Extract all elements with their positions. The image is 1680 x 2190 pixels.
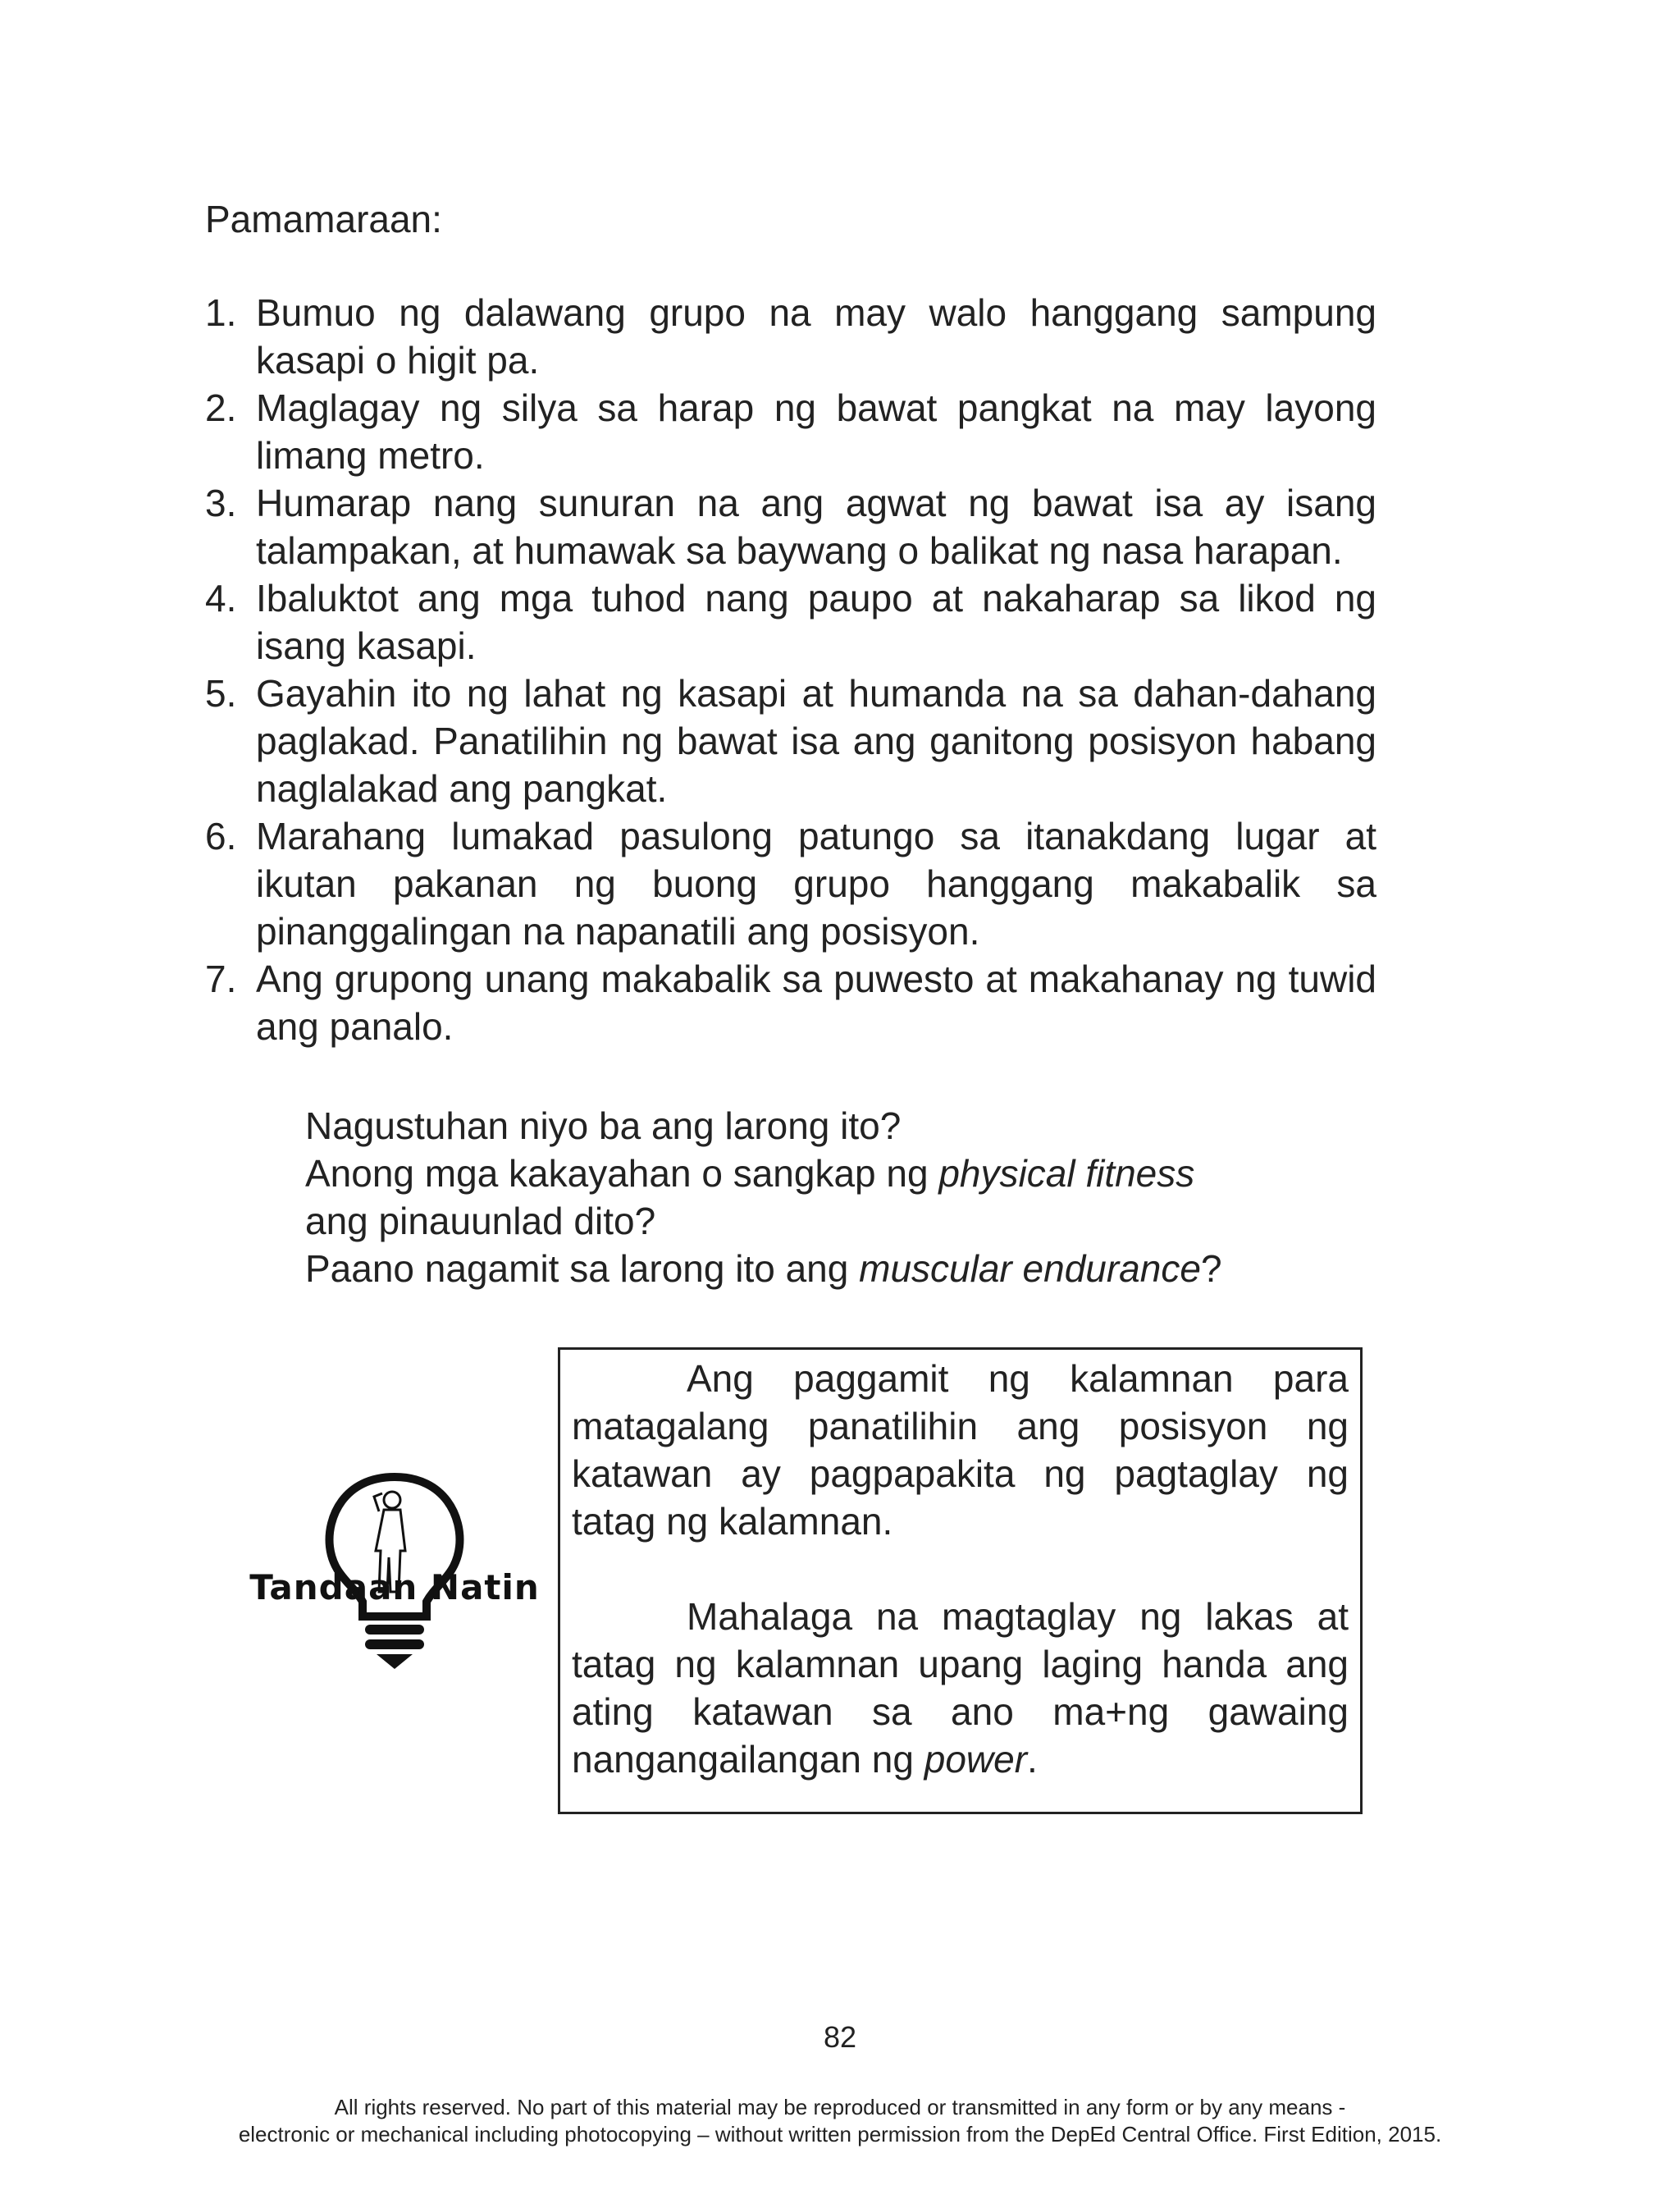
procedure-step bbox=[205, 479, 1376, 574]
step-number: 5. bbox=[205, 672, 237, 715]
tandaan-box bbox=[558, 1347, 1363, 1814]
step-text: Ibaluktot ang mga tuhod nang paupo at nakaharap sa likod ng isang kasapi. bbox=[256, 577, 1376, 667]
step-number: 6. bbox=[205, 815, 237, 857]
procedure-step bbox=[205, 384, 1376, 479]
procedure-list bbox=[205, 289, 1376, 1050]
step-text: Ang grupong unang makabalik sa puwesto at makahanay ng tuwid ang panalo. bbox=[256, 958, 1376, 1048]
page-number: 82 bbox=[823, 2020, 857, 2054]
footer-line: electronic or mechanical including photocopying – without written permission from the DepEd Central Office. First Edition, 2015. bbox=[238, 2122, 1442, 2147]
footer-line: All rights reserved. No part of this material may be reproduced or transmitted in any form or by any means - bbox=[334, 2095, 1346, 2119]
emphasis: muscular endurance bbox=[859, 1247, 1201, 1290]
procedure-step bbox=[205, 670, 1376, 812]
copyright-footer bbox=[0, 2094, 1680, 2148]
step-number: 2. bbox=[205, 386, 237, 429]
emphasis: physical fitness bbox=[938, 1152, 1195, 1195]
step-number: 4. bbox=[205, 577, 237, 620]
procedure-step bbox=[205, 289, 1376, 384]
step-text: Gayahin ito ng lahat ng kasapi at humanda na sa dahan-dahang paglakad. Panatilihin ng bawat isa ang ganitong posisyon habang naglalakad ang pangkat. bbox=[256, 672, 1376, 810]
section-heading: Pamamaraan: bbox=[205, 198, 442, 240]
question-line: Paano nagamit sa larong ito ang muscular endurance? bbox=[305, 1247, 1222, 1290]
procedure-step bbox=[205, 574, 1376, 670]
note-paragraph: Mahalaga na magtaglay ng lakas at tatag ng kalamnan upang laging handa ang ating katawan sa ano ma+ng gawaing nangangailangan ng power. bbox=[572, 1595, 1349, 1781]
step-number: 3. bbox=[205, 482, 237, 524]
emphasis: power bbox=[924, 1738, 1028, 1781]
step-text: Marahang lumakad pasulong patungo sa itanakdang lugar at ikutan pakanan ng buong grupo hanggang makabalik sa pinanggalingan na napanatili ang posisyon. bbox=[256, 815, 1376, 953]
procedure-step bbox=[205, 812, 1376, 955]
note-paragraph: Ang paggamit ng kalamnan para matagalang panatilihin ang posisyon ng katawan ay pagpapakita ng pagtaglay ng tatag ng kalamnan. bbox=[572, 1357, 1349, 1543]
question-line: Anong mga kakayahan o sangkap ng physical fitness bbox=[305, 1152, 1195, 1195]
lightbulb-base-icon bbox=[362, 1623, 427, 1672]
tandaan-natin-label: Tandaan Natin bbox=[249, 1567, 540, 1607]
step-number: 7. bbox=[205, 958, 237, 1000]
question-line: ang pinauunlad dito? bbox=[305, 1200, 656, 1242]
reflection-questions bbox=[305, 1102, 1222, 1292]
question-line: Nagustuhan niyo ba ang larong ito? bbox=[305, 1104, 902, 1147]
step-text: Maglagay ng silya sa harap ng bawat pangkat na may layong limang metro. bbox=[256, 386, 1376, 477]
step-text: Humarap nang sunuran na ang agwat ng bawat isa ay isang talampakan, at humawak sa baywang o balikat ng nasa harapan. bbox=[256, 482, 1376, 572]
step-number: 1. bbox=[205, 291, 237, 334]
step-text: Bumuo ng dalawang grupo na may walo hanggang sampung kasapi o higit pa. bbox=[256, 291, 1376, 382]
procedure-step bbox=[205, 955, 1376, 1050]
